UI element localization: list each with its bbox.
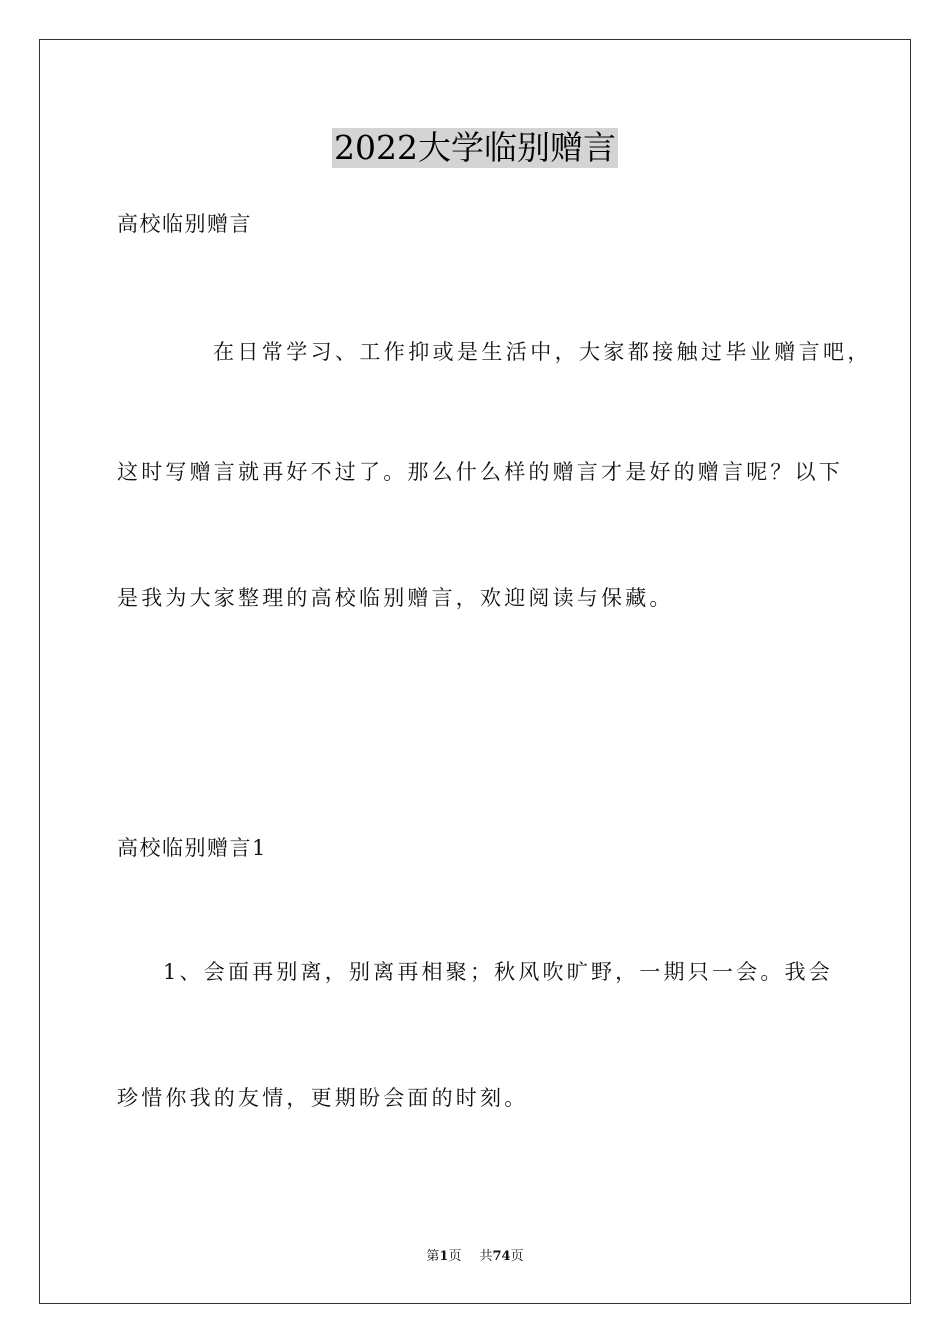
document-title: 2022大学临别赠言 (334, 128, 616, 167)
intro-paragraph-line-1: 在日常学习、工作抑或是生活中，大家都接触过毕业赠言吧， (213, 340, 872, 364)
intro-paragraph-line-3: 是我为大家整理的高校临别赠言，欢迎阅读与保藏。 (117, 586, 674, 610)
footer-total-suffix: 页 (510, 1249, 524, 1264)
item-paragraph-line-1: 1、会面再别离，别离再相聚；秋风吹旷野，一期只一会。我会 (163, 960, 833, 984)
footer-total-pages: 74 (492, 1249, 511, 1264)
footer-page-number: 1 (439, 1249, 449, 1264)
footer-total-prefix: 共 (479, 1249, 493, 1264)
title-container (0, 128, 950, 168)
footer-page-prefix: 第 (426, 1249, 440, 1264)
document-subtitle: 高校临别赠言 (117, 212, 252, 236)
item-paragraph-line-2: 珍惜你我的友情，更期盼会面的时刻。 (117, 1086, 529, 1110)
section-heading: 高校临别赠言1 (117, 836, 267, 860)
page-footer (0, 1248, 950, 1266)
footer-page-suffix: 页 (448, 1249, 462, 1264)
intro-paragraph-line-2: 这时写赠言就再好不过了。那么什么样的赠言才是好的赠言呢？以下 (117, 460, 843, 484)
